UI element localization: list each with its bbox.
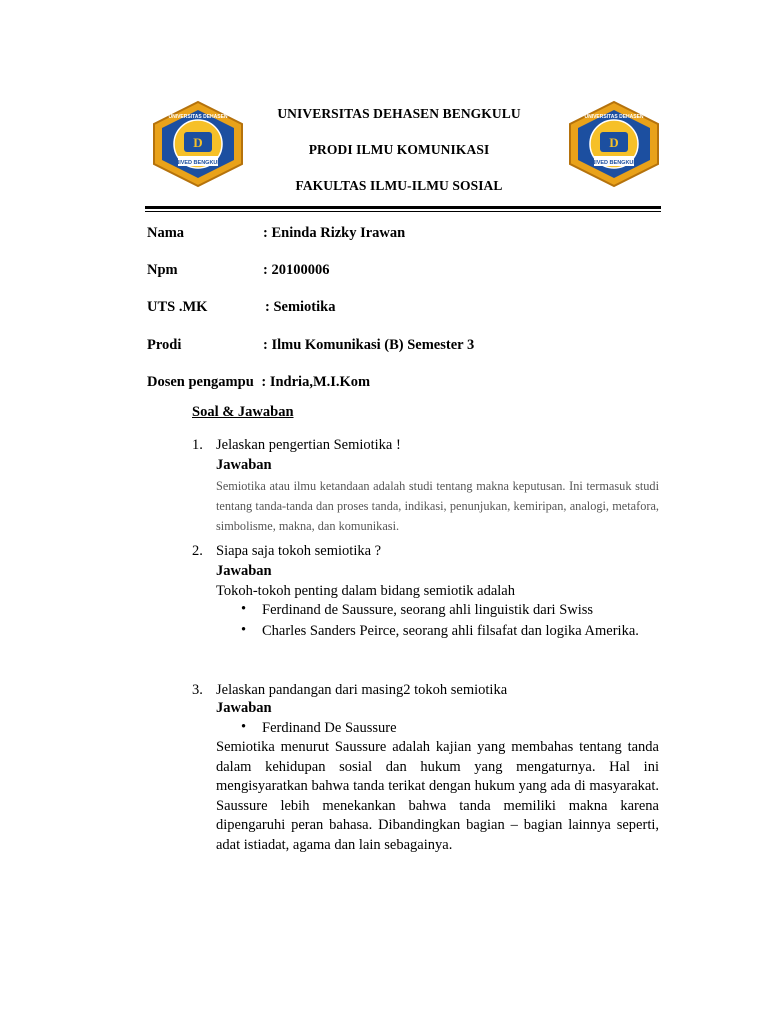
bullet-icon: • (241, 622, 247, 638)
answer-3-paragraph: Semiotika menurut Saussure adalah kajian yang membahas tentang tanda dalam kehidupan sosial dan hukum yang mengaturnya. Hal ini mengisyaratkan bahwa tanda terikat dengan hukum yang ada di masyarakat. Saussure lebih menekankan bahwa tanda memiliki makna karena dipengaruhi peran bahasa. Dibandingkan bagian – bagian lainnya seperti, adat istiadat, agama dan lain sebagainya. (216, 739, 659, 853)
info-value: : 20100006 (263, 262, 330, 278)
info-value: : Ilmu Komunikasi (B) Semester 3 (263, 337, 475, 353)
info-label: Npm (147, 262, 178, 278)
bullet-icon: • (241, 601, 247, 617)
question-text: Jelaskan pandangan dari masing2 tokoh semiotika (216, 682, 508, 698)
info-label: Nama (147, 225, 185, 241)
info-label: UTS .MK (147, 299, 208, 315)
question-text: Jelaskan pengertian Semiotika ! (216, 437, 401, 453)
info-value: : Indria,M.I.Kom (261, 374, 371, 390)
section-title: Soal & Jawaban (192, 404, 294, 420)
svg-text:D: D (193, 135, 203, 150)
question-number: 3. (192, 682, 203, 698)
list-item-text: Charles Sanders Peirce, seorang ahli filsafat dan logika Amerika. (262, 623, 639, 639)
prodi-name: PRODI ILMU KOMUNIKASI (308, 142, 490, 157)
info-row-prodi (147, 337, 475, 354)
info-label: Prodi (147, 337, 182, 353)
svg-text:UNIVERSITAS DEHASEN: UNIVERSITAS DEHASEN (168, 114, 228, 120)
svg-text:UNIVED BENGKULU: UNIVED BENGKULU (587, 160, 641, 166)
question-number: 1. (192, 437, 203, 453)
bullet-icon: • (241, 719, 247, 735)
info-row-npm (147, 262, 330, 279)
answer-1-text: Semiotika atau ilmu ketandaan adalah studi tentang makna keputusan. Ini termasuk studi tentang tanda-tanda dan proses tanda, indikasi, penunjukan, kemiripan, analogi, metafora, simbolisme, makna, dan komunikasi. (216, 479, 659, 533)
answer-label: Jawaban (216, 700, 272, 716)
answer-2-intro: Tokoh-tokoh penting dalam bidang semiotik adalah (216, 583, 515, 599)
question-number: 2. (192, 543, 203, 559)
info-label: Dosen pengampu (147, 374, 254, 390)
answer-label: Jawaban (216, 457, 272, 473)
faculty-name: FAKULTAS ILMU-ILMU SOSIAL (295, 178, 503, 193)
list-item-text: Ferdinand De Saussure (262, 720, 397, 736)
info-value: : Eninda Rizky Irawan (263, 225, 406, 241)
university-name: UNIVERSITAS DEHASEN BENGKULU (277, 106, 521, 121)
info-row-dosen (147, 374, 370, 391)
header-divider-thick (145, 206, 661, 209)
info-value: : Semiotika (265, 299, 336, 315)
question-text: Siapa saja tokoh semiotika ? (216, 543, 382, 559)
list-item-text: Ferdinand de Saussure, seorang ahli linguistik dari Swiss (262, 602, 594, 618)
info-row-nama (147, 225, 406, 242)
answer-label: Jawaban (216, 563, 272, 579)
svg-text:UNIVED BENGKULU: UNIVED BENGKULU (171, 160, 225, 166)
svg-text:D: D (609, 135, 619, 150)
info-row-uts-mk (147, 299, 336, 316)
header-divider-thin (145, 211, 661, 212)
svg-text:UNIVERSITAS DEHASEN: UNIVERSITAS DEHASEN (584, 114, 644, 120)
